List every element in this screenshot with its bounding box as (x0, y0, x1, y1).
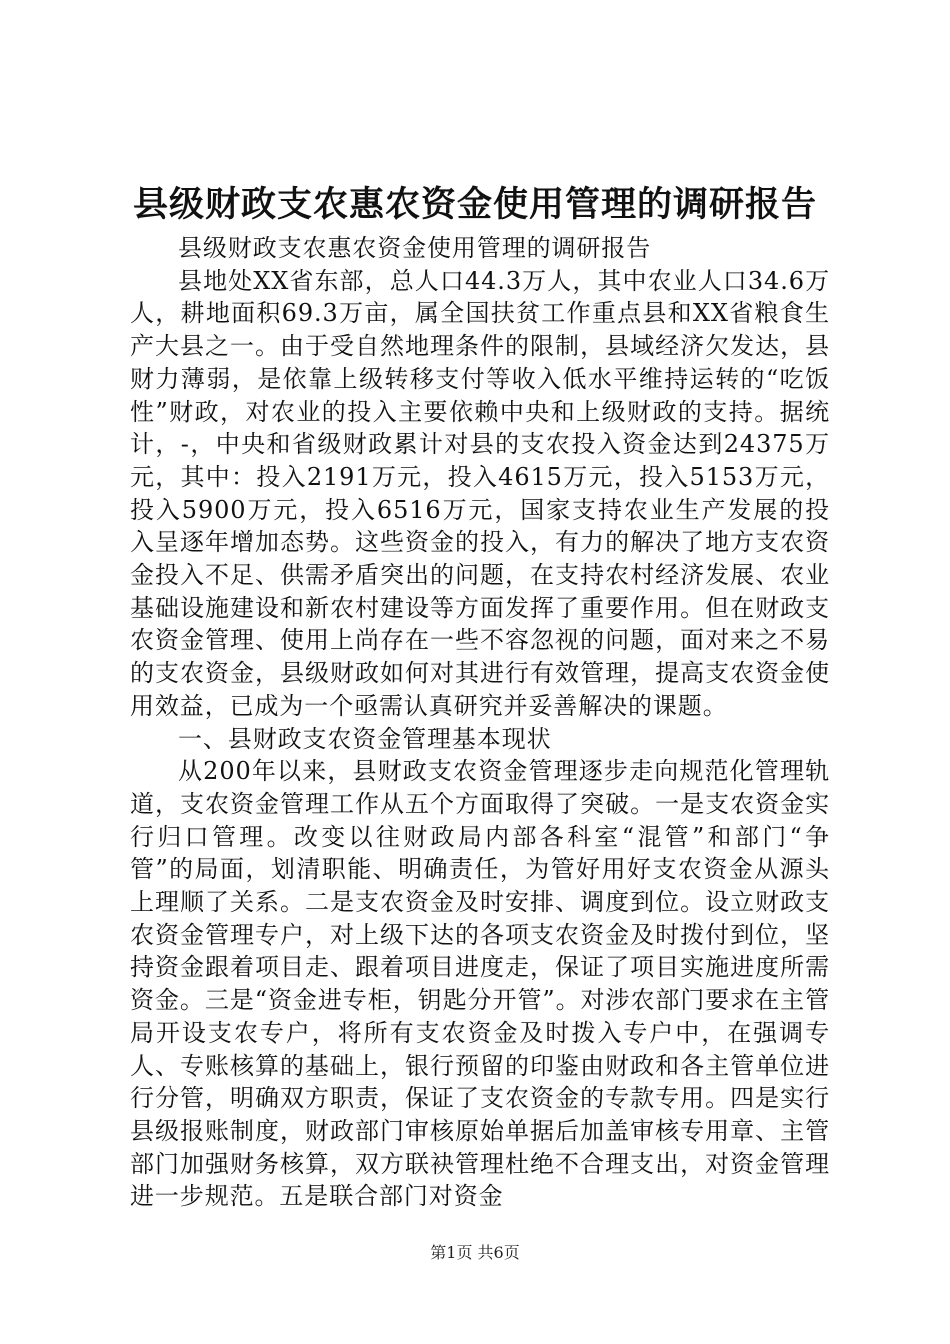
page-number-footer: 第1页 共6页 (430, 1243, 520, 1262)
intro-paragraph: 县地处XX省东部，总人口44.3万人，其中农业人口34.6万人，耕地面积69.3万亩，属全国扶贫工作重点县和XX省粮食生产大县之一。由于受自然地理条件的限制，县域经济欠发达，县财力薄弱，是依靠上级转移支付等收入低水平维持运转的“吃饭性”财政，对农业的投入主要依赖中央和上级财政的支持。据统计，-，中央和省级财政累计对县的支农投入资金达到24375万元，其中：投入2191万元，投入4615万元，投入5153万元，投入5900万元，投入6516万元，国家支持农业生产发展的投入呈逐年增加态势。这些资金的投入，有力的解决了地方支农资金投入不足、供需矛盾突出的问题，在支持农村经济发展、农业基础设施建设和新农村建设等方面发挥了重要作用。但在财政支农资金管理、使用上尚存在一些不容忽视的问题，面对来之不易的支农资金，县级财政如何对其进行有效管理，提高支农资金使用效益，已成为一个亟需认真研究并妥善解决的课题。 (130, 266, 830, 720)
document-body (130, 232, 830, 1213)
document-title: 县级财政支农惠农资金使用管理的调研报告 (132, 185, 817, 225)
section-paragraph: 从200年以来，县财政支农资金管理逐步走向规范化管理轨道，支农资金管理工作从五个方面取得了突破。一是支农资金实行归口管理。改变以往财政局内部各科室“混管”和部门“争管”的局面，划清职能、明确责任，为管好用好支农资金从源头上理顺了关系。二是支农资金及时安排、调度到位。设立财政支农资金管理专户，对上级下达的各项支农资金及时拨付到位，坚持资金跟着项目走、跟着项目进度走，保证了项目实施进度所需资金。三是“资金进专柜，钥匙分开管”。对涉农部门要求在主管局开设支农专户，将所有支农资金及时拨入专户中，在强调专人、专账核算的基础上，银行预留的印鉴由财政和各主管单位进行分管，明确双方职责，保证了支农资金的专款专用。四是实行县级报账制度，财政部门审核原始单据后加盖审核专用章、主管部门加强财务核算，双方联袂管理杜绝不合理支出，对资金管理进一步规范。五是联合部门对资金 (130, 757, 830, 1211)
section-heading: 一、县财政支农资金管理基本现状 (178, 724, 552, 753)
subtitle-paragraph: 县级财政支农惠农资金使用管理的调研报告 (178, 234, 652, 262)
